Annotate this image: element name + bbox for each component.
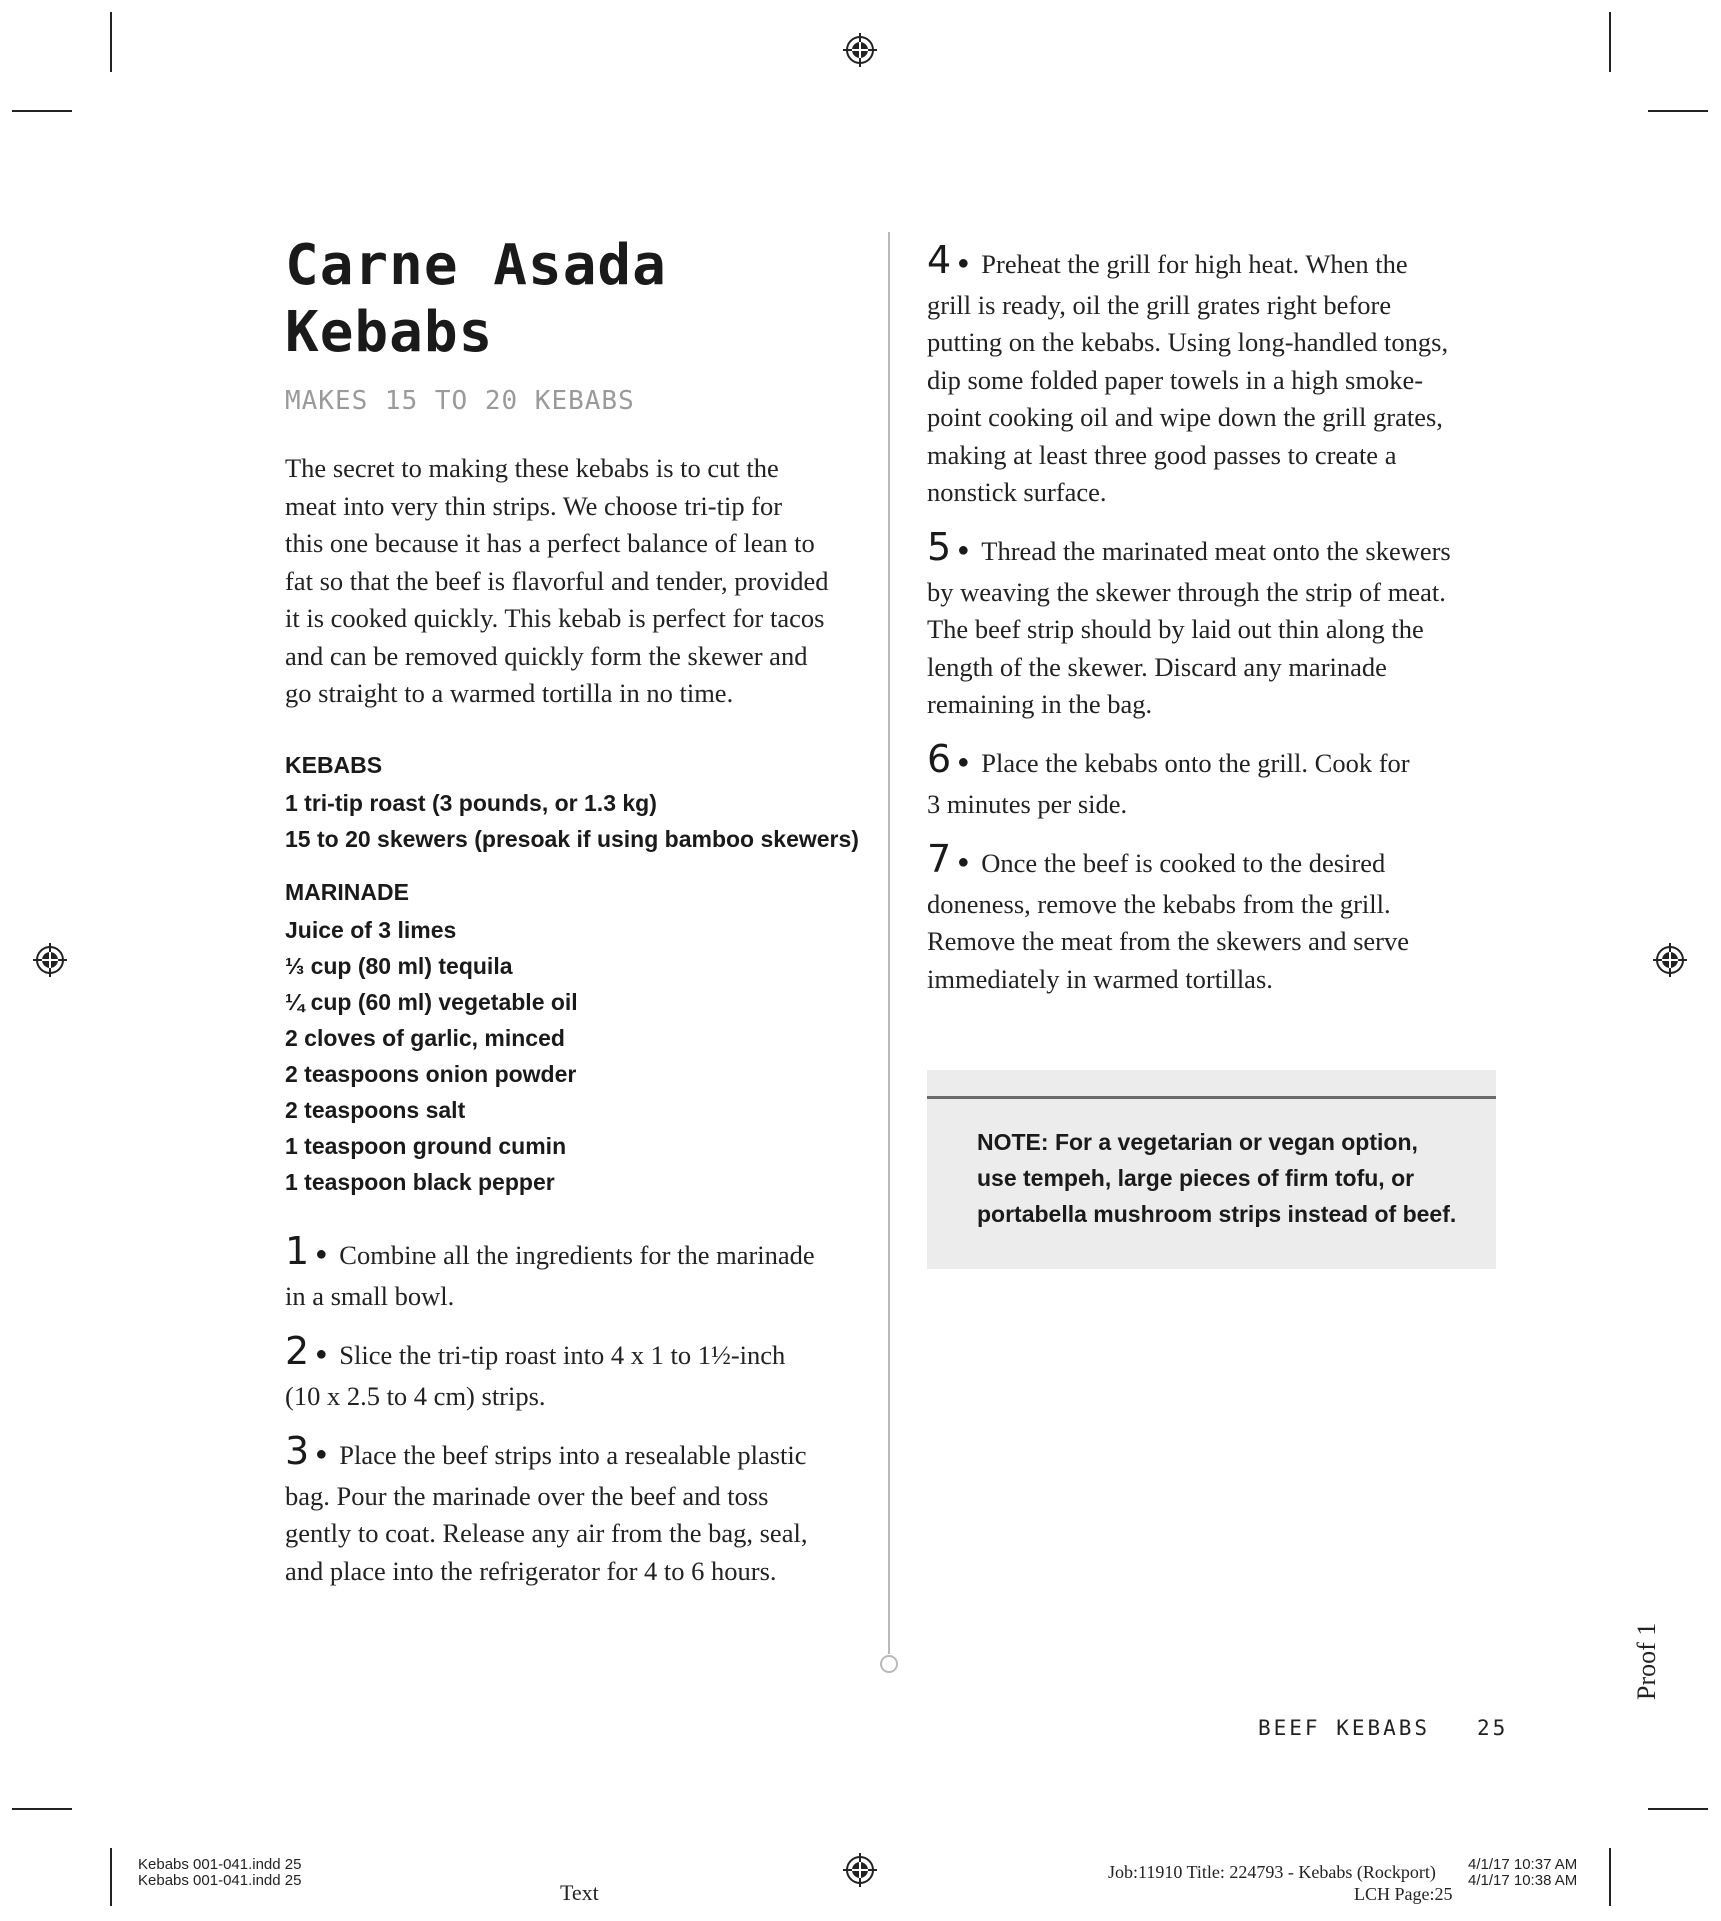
slug-page-info: LCH Page:25	[1354, 1884, 1453, 1904]
note-box	[927, 1070, 1496, 1269]
intro-line: fat so that the beef is flavorful and tender, provided	[285, 565, 829, 596]
step-number: 3	[285, 1429, 310, 1473]
step-text: Combine all the ingredients for the marinade	[339, 1240, 815, 1270]
registration-mark-right-icon	[1653, 943, 1687, 977]
step-text: grill is ready, oil the grill grates right before	[927, 289, 1392, 320]
intro-line: The secret to making these kebabs is to cut the	[285, 453, 779, 483]
step-number: 4	[927, 238, 952, 282]
page-number: 25	[1477, 1716, 1509, 1740]
column-divider-end-icon	[880, 1655, 898, 1673]
registration-mark-left-icon	[33, 943, 67, 977]
step-text: length of the skewer. Discard any marinade	[927, 651, 1387, 682]
slug-text-label: Text	[560, 1880, 599, 1905]
step-7	[927, 837, 1507, 998]
recipe-intro	[285, 450, 865, 713]
step-text: remaining in the bag.	[927, 689, 1153, 719]
ingredient-item: ¼ cup (60 ml) vegetable oil	[285, 989, 578, 1015]
crop-mark-bottom-left-h	[12, 1808, 72, 1810]
bullet-dot-icon: ●	[957, 539, 970, 561]
step-1	[285, 1229, 865, 1315]
step-text: putting on the kebabs. Using long-handled tongs,	[927, 327, 1449, 357]
step-6	[927, 737, 1507, 823]
step-text: (10 x 2.5 to 4 cm) strips.	[285, 1380, 546, 1411]
slug-file-info	[138, 1857, 301, 1889]
crop-mark-top-right	[1609, 12, 1611, 72]
step-number: 5	[927, 525, 952, 569]
intro-line: and can be removed quickly form the skewer and	[285, 640, 808, 671]
bullet-dot-icon: ●	[315, 1443, 328, 1465]
crop-mark-top-right-h	[1648, 110, 1708, 112]
slug-file-line: Kebabs 001-041.indd 25	[138, 1856, 302, 1873]
bullet-dot-icon: ●	[957, 851, 970, 873]
running-footer	[1258, 1716, 1508, 1740]
ingredient-item: Juice of 3 limes	[285, 917, 457, 943]
bullet-dot-icon: ●	[957, 252, 970, 274]
step-number: 7	[927, 837, 952, 881]
intro-line: it is cooked quickly. This kebab is perfect for tacos	[285, 603, 825, 633]
step-text: Place the beef strips into a resealable plastic	[339, 1440, 807, 1470]
intro-line: meat into very thin strips. We choose tri-tip for	[285, 490, 783, 521]
bullet-dot-icon: ●	[957, 751, 970, 773]
note-text	[977, 1124, 1477, 1232]
running-head: BEEF KEBABS	[1258, 1716, 1431, 1740]
slug-date-line: 4/1/17 10:37 AM	[1468, 1856, 1578, 1873]
recipe-title-line-2: Kebabs	[285, 300, 494, 365]
crop-mark-top-left-h	[12, 110, 72, 112]
step-text: dip some folded paper towels in a high smoke-	[927, 364, 1424, 395]
step-text: doneness, remove the kebabs from the grill.	[927, 888, 1391, 919]
proof-label: Proof 1	[1632, 1622, 1661, 1700]
intro-line: this one because it has a perfect balance of lean to	[285, 528, 815, 558]
note-line: NOTE: For a vegetarian or vegan option,	[977, 1129, 1418, 1155]
step-text: and place into the refrigerator for 4 to 6 hours.	[285, 1555, 777, 1586]
ingredient-item: 1 teaspoon black pepper	[285, 1169, 555, 1195]
ingredient-item: 2 teaspoons salt	[285, 1097, 466, 1123]
recipe-title-line-1: Carne Asada	[285, 233, 667, 298]
step-number: 6	[927, 737, 952, 781]
step-text: Slice the tri-tip roast into 4 x 1 to 1½-inch	[339, 1340, 786, 1370]
ingredient-item: 2 cloves of garlic, minced	[285, 1025, 565, 1051]
step-text: gently to coat. Release any air from the bag, seal,	[285, 1518, 808, 1548]
ingredient-item: 2 teaspoons onion powder	[285, 1061, 577, 1087]
intro-line: go straight to a warmed tortilla in no time.	[285, 678, 734, 708]
step-text: point cooking oil and wipe down the grill grates,	[927, 402, 1443, 432]
step-number: 1	[285, 1229, 310, 1273]
step-number: 2	[285, 1329, 310, 1373]
note-rule	[927, 1096, 1496, 1099]
marinade-heading: MARINADE	[285, 879, 409, 905]
column-divider	[888, 232, 890, 1654]
step-4	[927, 238, 1507, 512]
step-3	[285, 1429, 865, 1590]
ingredient-item: 1 teaspoon ground cumin	[285, 1133, 567, 1159]
step-text: immediately in warmed tortillas.	[927, 963, 1273, 994]
slug-job-info: Job:11910 Title: 224793 - Kebabs (Rockport)	[1108, 1862, 1436, 1882]
kebabs-heading: KEBABS	[285, 752, 383, 778]
ingredient-item: 1 tri-tip roast (3 pounds, or 1.3 kg)	[285, 790, 657, 816]
ingredient-item: ⅓ cup (80 ml) tequila	[285, 953, 513, 979]
step-text: Place the kebabs onto the grill. Cook for	[981, 748, 1410, 778]
step-text: The beef strip should by laid out thin along the	[927, 614, 1424, 644]
crop-mark-bottom-right	[1609, 1848, 1611, 1906]
step-text: in a small bowl.	[285, 1280, 455, 1311]
crop-mark-top-left	[110, 12, 112, 72]
step-text: by weaving the skewer through the strip of meat.	[927, 576, 1446, 607]
crop-mark-bottom-right-h	[1648, 1808, 1708, 1810]
step-text: 3 minutes per side.	[927, 788, 1128, 819]
crop-mark-bottom-left	[110, 1848, 112, 1906]
step-2	[285, 1329, 865, 1415]
note-line: use tempeh, large pieces of firm tofu, or	[977, 1165, 1415, 1191]
step-text: Preheat the grill for high heat. When the	[981, 249, 1408, 279]
recipe-yield: MAKES 15 TO 20 KEBABS	[285, 386, 635, 416]
slug-dates	[1468, 1857, 1577, 1889]
note-line: portabella mushroom strips instead of beef.	[977, 1201, 1457, 1227]
registration-mark-top-icon	[843, 33, 877, 67]
step-text: Remove the meat from the skewers and serve	[927, 926, 1409, 956]
step-text: nonstick surface.	[927, 477, 1107, 507]
bullet-dot-icon: ●	[315, 1243, 328, 1265]
marinade-ingredient-list	[285, 912, 578, 1200]
recipe-title	[285, 232, 845, 366]
step-5	[927, 525, 1507, 724]
step-text: Once the beef is cooked to the desired	[981, 848, 1386, 878]
step-text: Thread the marinated meat onto the skewers	[981, 536, 1451, 566]
kebabs-ingredient-list	[285, 785, 859, 857]
slug-date-line: 4/1/17 10:38 AM	[1468, 1872, 1578, 1889]
step-text: making at least three good passes to create a	[927, 439, 1397, 470]
slug-file-line: Kebabs 001-041.indd 25	[138, 1872, 302, 1889]
bullet-dot-icon: ●	[315, 1343, 328, 1365]
step-text: bag. Pour the marinade over the beef and toss	[285, 1480, 769, 1511]
ingredient-item: 15 to 20 skewers (presoak if using bamboo skewers)	[285, 826, 859, 852]
registration-mark-bottom-icon	[843, 1853, 877, 1887]
